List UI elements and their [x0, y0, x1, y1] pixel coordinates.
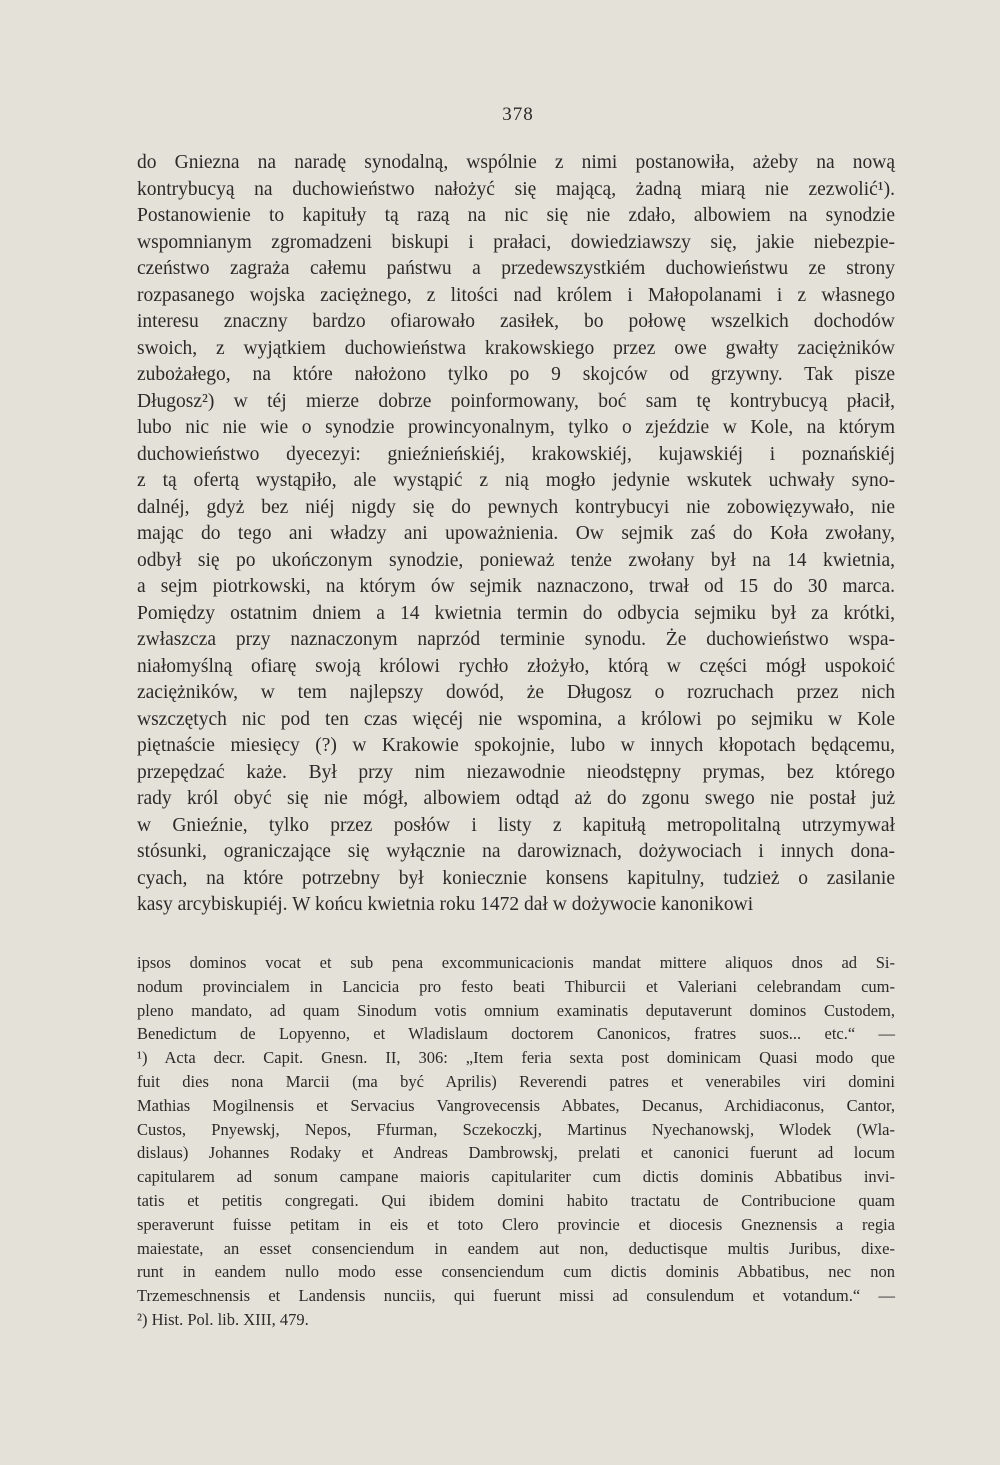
- text-line: rozpasanego wojska zaciężnego, z litości nad królem i Małopolanami i z własnego: [137, 284, 895, 306]
- footnote-line: nodum provincialem in Lancicia pro festo beati Thiburcii et Valeriani celebrandam cum-: [137, 976, 895, 996]
- footnote-line: speraverunt fuisse petitam in eis et toto Clero provincie et diocesis Gneznensis a regia: [137, 1214, 895, 1234]
- text-line: czeństwo zagraża całemu państwu a przedewszystkiém duchowieństwu ze strony: [137, 258, 895, 279]
- text-line: interesu znaczny bardzo ofiarowało zasiłek, bo połowę wszelkich dochodów: [137, 311, 895, 332]
- text-line: Postanowienie to kapituły tą razą na nic się nie zdało, albowiem na synodzie: [137, 205, 895, 226]
- main-text: [137, 150, 895, 919]
- text-line: duchowieństwo dyecezyi: gnieźnieńskiéj, krakowskiéj, kujawskiéj i poznańskiéj: [137, 443, 895, 465]
- footnote-line: ipsos dominos vocat et sub pena excommunicacionis mandat mittere aliquos dnos ad Si-: [137, 953, 895, 972]
- text-line: Pomiędzy ostatnim dniem a 14 kwietnia termin do odbycia sejmiku był za krótki,: [137, 602, 895, 624]
- text-line: kontrybucyą na duchowieństwo nałożyć się mającą, żadną miarą nie zezwolić¹).: [137, 178, 895, 200]
- footnote-line: ²) Hist. Pol. lib. XIII, 479.: [137, 1309, 309, 1329]
- text-line: swoich, z wyjątkiem duchowieństwa krakowskiego przez owe gwałty zaciężników: [137, 337, 895, 359]
- footnote-line: maiestate, an esset consenciendum in eandem aut non, deductisque multis Juribus, dixe-: [137, 1238, 895, 1258]
- text-line: zaciężników, w tem najlepszy dowód, że Długosz o rozruchach przez nich: [137, 682, 895, 703]
- text-line: w Gnieźnie, tylko przez posłów i listy z kapitułą metropolitalną utrzymywał: [137, 814, 895, 836]
- text-line: odbył się po ukończonym synodzie, ponieważ tenże zwołany był na 14 kwietnia,: [137, 549, 895, 571]
- footnote-line: dislaus) Johannes Rodaky et Andreas Dambrowskj, prelati et canonici fuerunt ad locum: [137, 1143, 895, 1163]
- footnote-line: capitularem ad sonum campane maioris capitulariter cum dictis dominis Abbatibus invi-: [137, 1167, 895, 1187]
- footnote-line: fuit dies nona Marcii (ma być Aprilis) Reverendi patres et venerabiles viri domini: [137, 1071, 895, 1091]
- footnote-line: Trzemeschnensis et Landensis nunciis, qui fuerunt missi ad consulendum et votandum.“ —: [137, 1286, 895, 1306]
- footnote-line: runt in eandem nullo modo esse consenciendum cum dictis dominis Abbatibus, nec non: [137, 1262, 895, 1282]
- footnote-line: Benedictum de Lopyenno, et Wladislaum doctorem Canonicos, fratres suos... etc.“ —: [137, 1024, 895, 1044]
- text-line: wspomnianym zgromadzeni biskupi i prałaci, dowiedziawszy się, jakie niebezpie-: [137, 231, 895, 253]
- text-line: mając do tego ani władzy ani upoważnienia. Ow sejmik zaś do Koła zwołany,: [137, 523, 895, 544]
- text-line: zwłaszcza przy naznaczonym naprzód terminie synodu. Że duchowieństwo wspa-: [137, 629, 895, 650]
- text-line: zubożałego, na które nałożono tylko po 9 skojców od grzywny. Tak pisze: [137, 364, 895, 385]
- footnote-line: Mathias Mogilnensis et Servacius Vangrovecensis Abbates, Decanus, Archidiaconus, Cantor,: [137, 1095, 895, 1115]
- text-line: do Gniezna na naradę synodalną, wspólnie z nimi postanowiła, ażeby na nową: [137, 152, 895, 173]
- text-line: przepędzać każe. Był przy nim niezawodnie nieodstępny prymas, bez którego: [137, 761, 895, 783]
- text-line: dalnéj, gdyż bez niéj nigdy się do pewnych kontrybucyi nie zobowięzywało, nie: [137, 496, 895, 518]
- text-line: rady król obyć się nie mógł, albowiem odtąd aż do zgonu swego nie postał już: [137, 788, 895, 809]
- text-line: niałomyślną ofiarę swoją królowi rychło złożyło, którą w części mógł uspokoić: [137, 655, 895, 677]
- text-line: lubo nic nie wie o synodzie prowincyonalnym, tylko o zjeździe w Kole, na którym: [137, 417, 895, 438]
- text-line: cyach, na które potrzebny był koniecznie konsens kapitulny, tudzież o zasilanie: [137, 867, 895, 889]
- text-line: kasy arcybiskupiéj. W końcu kwietnia roku 1472 dał w dożywocie kanonikowi: [137, 894, 754, 915]
- text-line: a sejm piotrkowski, na którym ów sejmik naznaczono, trwał od 15 do 30 marca.: [137, 576, 895, 597]
- footnote-line: Custos, Pnyewskj, Nepos, Ffurman, Sczekoczkj, Martinus Nyechanowskj, Wlodek (Wla-: [137, 1119, 895, 1139]
- footnote-line: ¹) Acta decr. Capit. Gnesn. II, 306: „Item feria sexta post dominicam Quasi modo que: [137, 1048, 895, 1068]
- footnotes: [137, 951, 895, 1332]
- footnote-line: tatis et petitis congregati. Qui ibidem domini habito tractatu de Contribucione quam: [137, 1190, 895, 1210]
- footnote-line: pleno mandato, ad quam Sinodum votis omnium examinatis deputaverunt dominos Custodem,: [137, 1000, 895, 1020]
- text-line: piętnaście miesięcy (?) w Krakowie spokojnie, lubo w innych kłopotach będącemu,: [137, 735, 895, 756]
- text-line: z tą ofertą wystąpiło, ale wystąpić z nią mogło jedynie wskutek uchwały syno-: [137, 470, 895, 491]
- text-line: wszczętych nic pod ten czas więcéj nie wspomina, a królowi po sejmiku w Kole: [137, 708, 895, 730]
- page-number: 378: [502, 104, 534, 125]
- text-line: stósunki, ograniczające się wyłącznie na darowiznach, dożywociach i innych dona-: [137, 841, 895, 862]
- text-line: Długosz²) w téj mierze dobrze poinformowany, boć sam tę kontrybucyą płacił,: [137, 390, 895, 412]
